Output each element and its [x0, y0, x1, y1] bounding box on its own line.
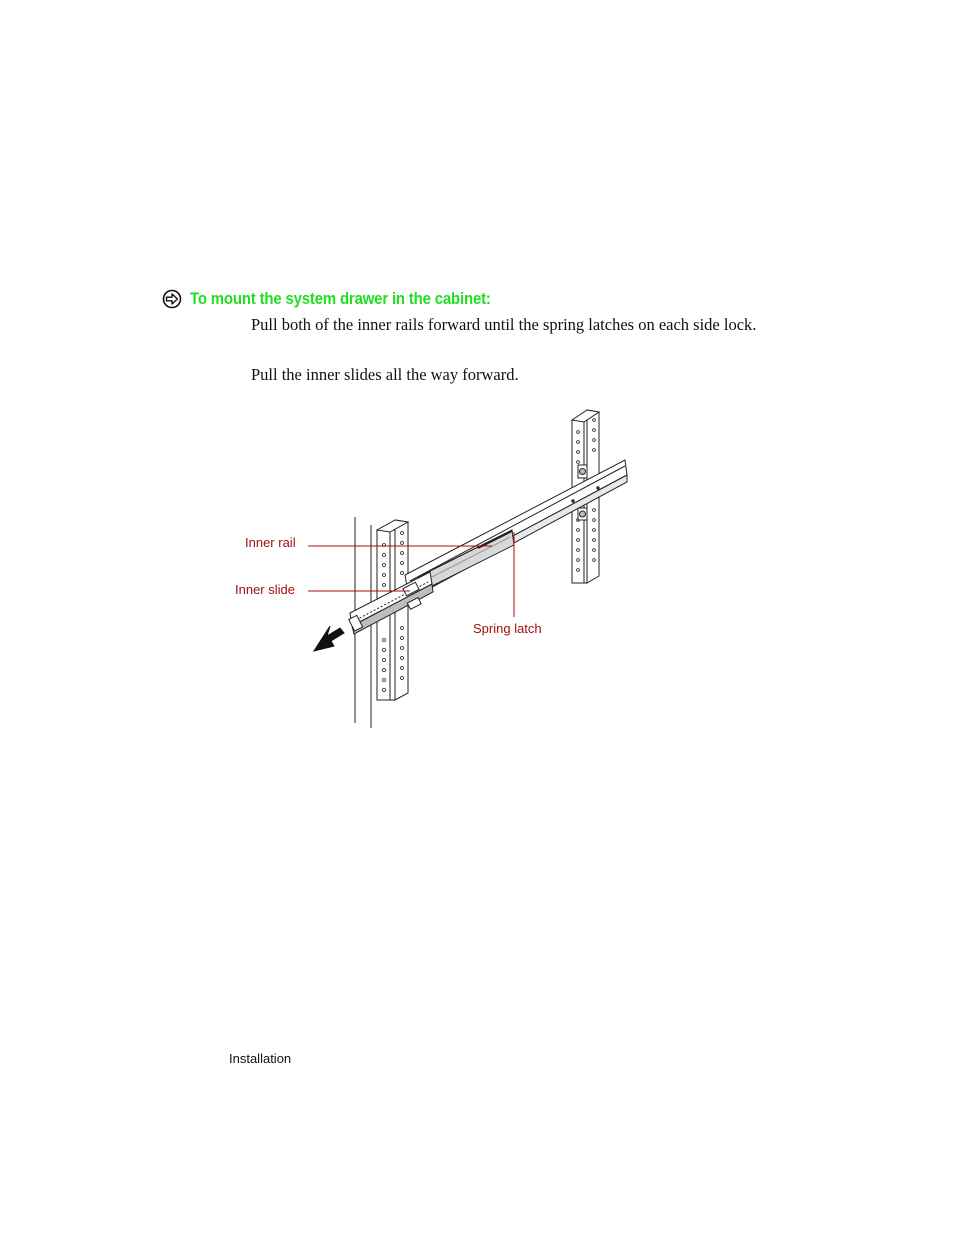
- step-2-text: Pull the inner slides all the way forward.: [251, 365, 519, 384]
- rail-illustration: [220, 400, 660, 740]
- callout-spring-latch: Spring latch: [473, 621, 542, 636]
- footer-section-label: Installation: [229, 1051, 292, 1066]
- procedure-heading: [162, 287, 532, 311]
- pull-direction-arrow: [314, 626, 344, 651]
- callout-inner-slide: Inner slide: [235, 582, 295, 597]
- arrow-right-circle-icon: [162, 289, 182, 309]
- step-1-text: Pull both of the inner rails forward until the spring latches on each side lock.: [251, 315, 757, 334]
- callout-inner-rail: Inner rail: [245, 535, 296, 550]
- procedure-title: To mount the system drawer in the cabinet:: [190, 289, 491, 308]
